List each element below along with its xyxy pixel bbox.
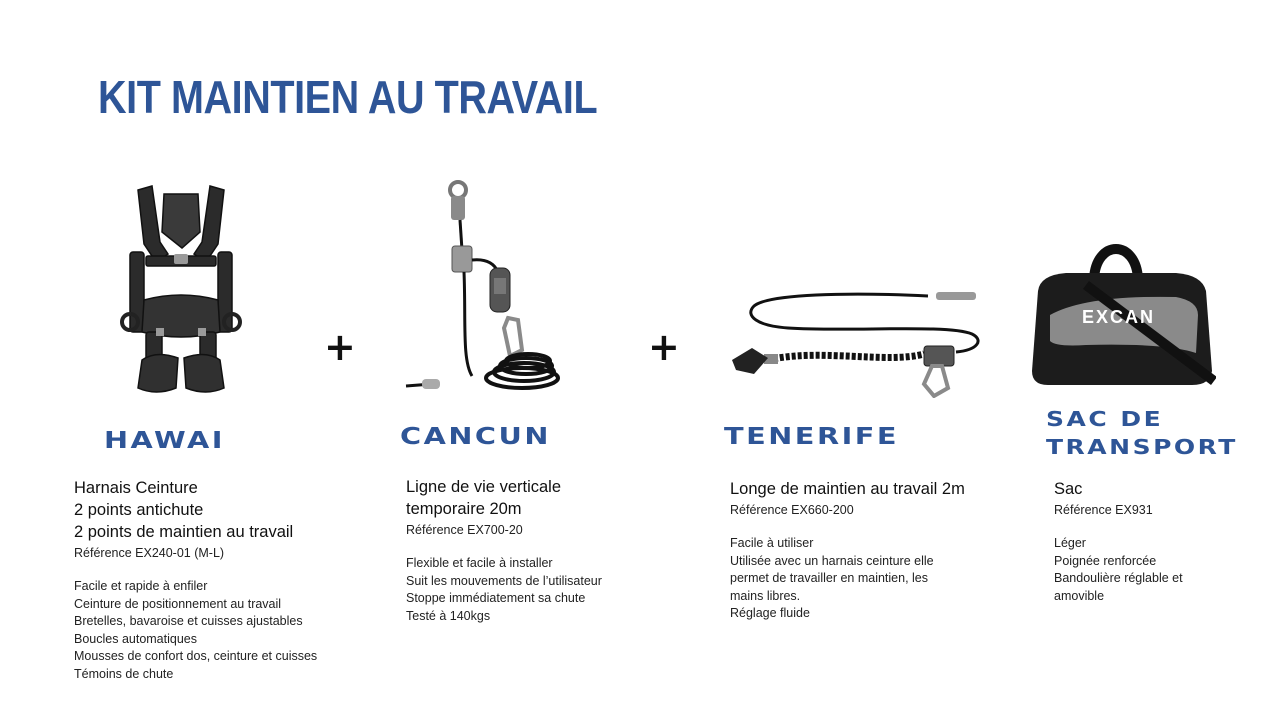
feature-item: Flexible et facile à installer [406,556,553,570]
feature-list [730,535,965,623]
feature-item: mains libres. [730,588,801,603]
feature-item: Bandoulière réglable et [1054,571,1183,585]
product-name-line: TRANSPORT [1046,435,1238,459]
feature-item: Stoppe immédiatement sa chute [406,591,586,605]
feature-item: Utilisée avec un harnais ceinture elle [730,553,934,568]
product-name-hawai: HAWAI [104,428,225,454]
feature-item: Suit les mouvements de l’utilisateur [406,573,602,588]
feature-item: amovible [1054,588,1105,603]
lifeline-icon [402,180,566,395]
bag-icon [1026,235,1216,393]
feature-item: Facile et rapide à enfiler [74,579,208,593]
product-description-hawai [74,477,317,683]
description-line: 2 points antichute [74,501,204,519]
feature-list [406,555,602,625]
plus-sign: + [648,325,680,369]
product-description-tenerife [730,478,965,623]
description-line: Longe de maintien au travail 2m [730,480,965,498]
feature-item: Testé à 140kgs [406,608,491,623]
product-reference: Référence EX931 [1054,503,1153,517]
product-name-sac [1046,405,1238,461]
feature-item: Léger [1054,536,1086,550]
description-line: Sac [1054,480,1083,498]
product-name-tenerife: TENERIFE [724,424,900,450]
bag-logo: EXCAN [1082,307,1156,327]
feature-item: Bretelles, bavaroise et cuisses ajustables [74,614,303,628]
lanyard-icon [728,288,980,398]
description-line: temporaire 20m [406,500,522,518]
product-reference: Référence EX660-200 [730,503,854,517]
product-name-cancun: CANCUN [400,424,551,450]
product-description-sac [1054,478,1183,605]
feature-item: Mousses de confort dos, ceinture et cuisses [74,649,318,663]
feature-item: Facile à utiliser [730,536,814,550]
feature-list [74,578,317,683]
page-title: KIT MAINTIEN AU TRAVAIL [98,71,598,123]
product-name-line: SAC DE [1046,407,1164,431]
feature-item: Boucles automatiques [74,631,197,646]
product-reference: Référence EX700-20 [406,523,523,537]
harness-icon [116,182,246,408]
product-reference: Référence EX240-01 (M-L) [74,546,225,560]
description-line: Ligne de vie verticale [406,478,562,496]
feature-item: Réglage fluide [730,606,810,620]
feature-item: Poignée renforcée [1054,553,1157,568]
description-line: 2 points de maintien au travail [74,523,294,541]
product-description-cancun [406,476,602,625]
plus-sign: + [324,325,356,369]
feature-item: Ceinture de positionnement au travail [74,596,282,611]
feature-list [1054,535,1183,605]
feature-item: Témoins de chute [74,666,174,681]
description-line: Harnais Ceinture [74,479,198,497]
feature-item: permet de travailler en maintien, les [730,571,929,585]
